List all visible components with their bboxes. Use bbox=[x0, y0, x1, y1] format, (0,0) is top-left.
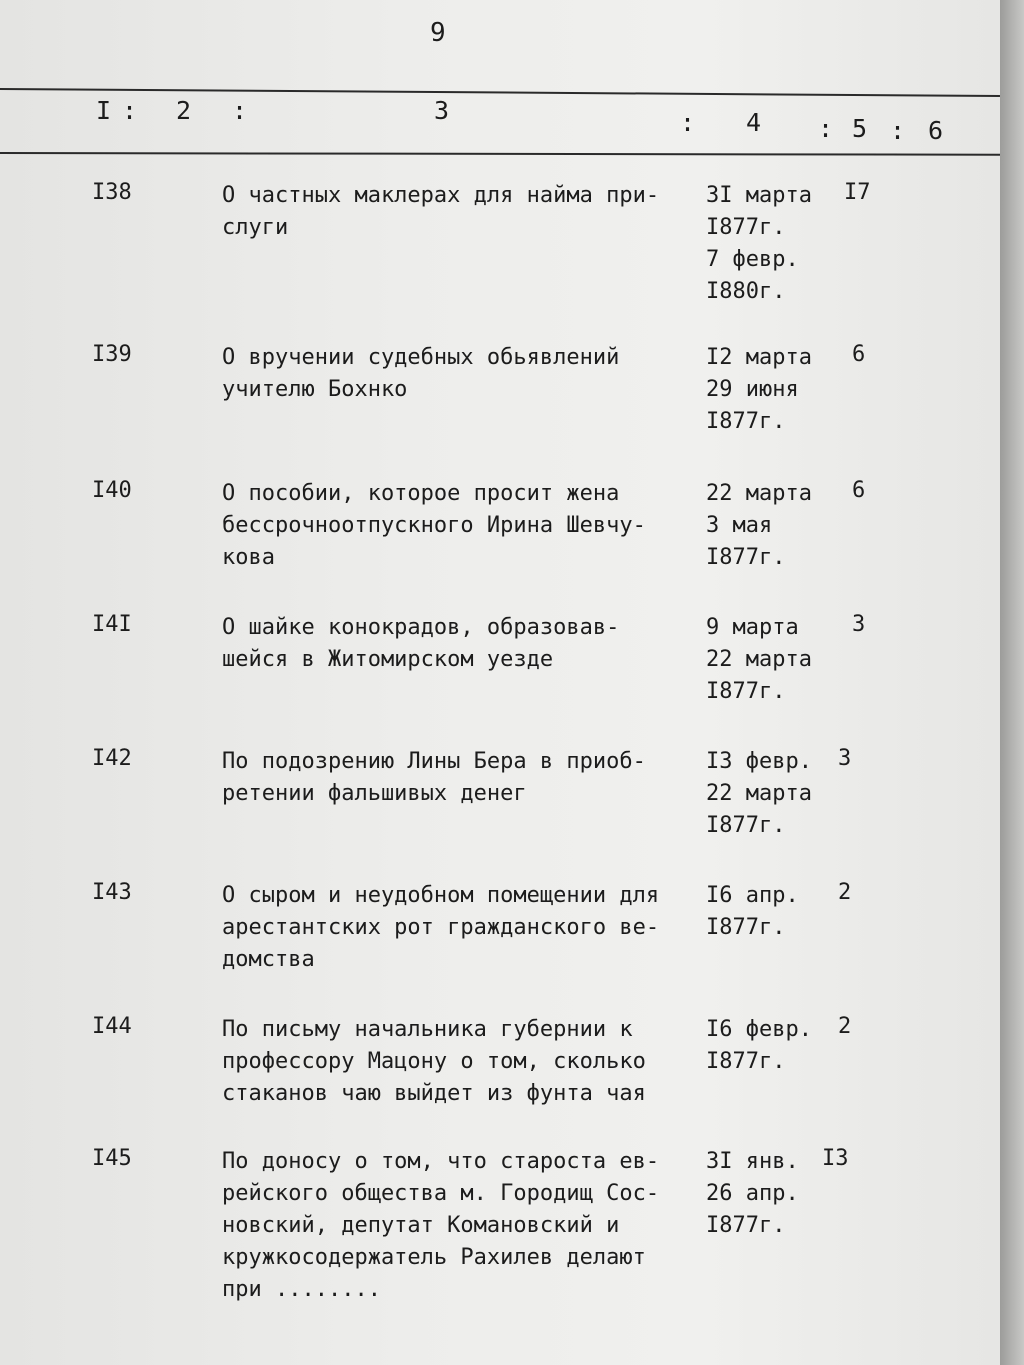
page-number: 9 bbox=[430, 18, 446, 48]
entry-title bbox=[222, 612, 692, 676]
column-header-5: 5 bbox=[852, 114, 868, 143]
entry-date-line: I6 апр. bbox=[706, 883, 799, 908]
entry-date-line: I6 февр. bbox=[706, 1017, 812, 1042]
entry-date-line: 29 июня bbox=[706, 377, 799, 402]
entry-number: I4I bbox=[92, 612, 132, 637]
column-separator: : bbox=[122, 96, 138, 125]
entry-title-line: бессрочноотпускного Ирина Шевчу- bbox=[222, 513, 646, 538]
entry-title-line: По письму начальника губернии к bbox=[222, 1017, 633, 1042]
column-separator: : bbox=[818, 114, 834, 143]
entry-date-line: I877г. bbox=[706, 1213, 786, 1238]
entry-title-line: рейского общества м. Городищ Сос- bbox=[222, 1181, 660, 1206]
entry-sheet-count: 3 bbox=[852, 612, 866, 637]
column-header-6: 6 bbox=[928, 116, 944, 145]
entry-dates bbox=[706, 746, 826, 842]
entry-title-line: О шайке конокрадов, образовав- bbox=[222, 615, 620, 640]
entry-date-line: I3 февр. bbox=[706, 749, 812, 774]
entry-dates bbox=[706, 478, 826, 574]
entry-date-line: I2 марта bbox=[706, 345, 812, 370]
entry-date-line: 22 марта bbox=[706, 781, 812, 806]
entry-number: I45 bbox=[92, 1146, 132, 1171]
entry-sheet-count: 6 bbox=[852, 478, 866, 503]
column-header-4: 4 bbox=[746, 108, 762, 137]
entry-title bbox=[222, 180, 692, 244]
entry-title-line: при ........ bbox=[222, 1277, 381, 1302]
column-separator: : bbox=[232, 96, 248, 125]
entry-title-line: домства bbox=[222, 947, 315, 972]
entry-number: I44 bbox=[92, 1014, 132, 1039]
entry-title bbox=[222, 342, 692, 406]
entry-sheet-count: 2 bbox=[838, 880, 852, 905]
entry-sheet-count: 2 bbox=[838, 1014, 852, 1039]
entry-dates bbox=[706, 1014, 826, 1078]
entry-date-line: 3I марта bbox=[706, 183, 812, 208]
entry-title-line: кружкосодержатель Рахилев делают bbox=[222, 1245, 646, 1270]
entry-date-line: I877г. bbox=[706, 409, 786, 434]
entry-dates bbox=[706, 180, 826, 308]
entry-title bbox=[222, 478, 692, 574]
entry-title-line: ретении фальшивых денег bbox=[222, 781, 527, 806]
entry-number: I39 bbox=[92, 342, 132, 367]
entry-number: I42 bbox=[92, 746, 132, 771]
entry-title-line: профессору Мацону о том, сколько bbox=[222, 1049, 646, 1074]
entry-dates bbox=[706, 880, 826, 944]
entry-date-line: I877г. bbox=[706, 813, 786, 838]
entry-number: I43 bbox=[92, 880, 132, 905]
entry-sheet-count: I3 bbox=[822, 1146, 849, 1171]
entry-title-line: арестантских рот гражданского ве- bbox=[222, 915, 660, 940]
column-header-2: 2 bbox=[176, 96, 192, 125]
entry-date-line: I877г. bbox=[706, 545, 786, 570]
entry-title-line: О сыром и неудобном помещении для bbox=[222, 883, 660, 908]
entry-date-line: I877г. bbox=[706, 1049, 786, 1074]
entry-title-line: стаканов чаю выйдет из фунта чая bbox=[222, 1081, 646, 1106]
entry-sheet-count: I7 bbox=[844, 180, 871, 205]
entry-date-line: 22 марта bbox=[706, 647, 812, 672]
entry-title-line: О вручении судебных обьявлений bbox=[222, 345, 620, 370]
entry-date-line: 9 марта bbox=[706, 615, 799, 640]
entry-dates bbox=[706, 1146, 826, 1242]
column-header-3: 3 bbox=[434, 96, 450, 125]
entry-number: I40 bbox=[92, 478, 132, 503]
entry-title-line: новский, депутат Комановский и bbox=[222, 1213, 620, 1238]
header-bottom-rule bbox=[0, 152, 1000, 156]
entry-title bbox=[222, 1014, 692, 1110]
entry-title-line: кова bbox=[222, 545, 275, 570]
entry-number: I38 bbox=[92, 180, 132, 205]
entry-date-line: 3 мая bbox=[706, 513, 773, 538]
entry-date-line: I877г. bbox=[706, 215, 786, 240]
column-header-1: I bbox=[96, 96, 112, 125]
entry-sheet-count: 3 bbox=[838, 746, 852, 771]
entry-dates bbox=[706, 612, 826, 708]
entry-date-line: 3I янв. bbox=[706, 1149, 799, 1174]
entry-title-line: шейся в Житомирском уезде bbox=[222, 647, 554, 672]
header-top-rule bbox=[0, 88, 1000, 97]
entry-title-line: учителю Бохнко bbox=[222, 377, 408, 402]
entry-date-line: 7 февр. bbox=[706, 247, 799, 272]
entry-date-line: 26 апр. bbox=[706, 1181, 799, 1206]
entry-date-line: I877г. bbox=[706, 679, 786, 704]
entry-title bbox=[222, 880, 692, 976]
entry-sheet-count: 6 bbox=[852, 342, 866, 367]
entry-title-line: О частных маклерах для найма при- bbox=[222, 183, 660, 208]
entry-title-line: По подозрению Лины Бера в приоб- bbox=[222, 749, 646, 774]
entry-title bbox=[222, 746, 692, 810]
entry-date-line: I880г. bbox=[706, 279, 786, 304]
entry-date-line: I877г. bbox=[706, 915, 786, 940]
entry-title-line: По доносу о том, что староста ев- bbox=[222, 1149, 660, 1174]
entry-dates bbox=[706, 342, 826, 438]
entry-title bbox=[222, 1146, 692, 1306]
page-edge bbox=[1000, 0, 1024, 1365]
column-separator: : bbox=[680, 108, 696, 137]
entry-date-line: 22 марта bbox=[706, 481, 812, 506]
entry-title-line: слуги bbox=[222, 215, 289, 240]
column-separator: : bbox=[890, 116, 906, 145]
entry-title-line: О пособии, которое просит жена bbox=[222, 481, 620, 506]
